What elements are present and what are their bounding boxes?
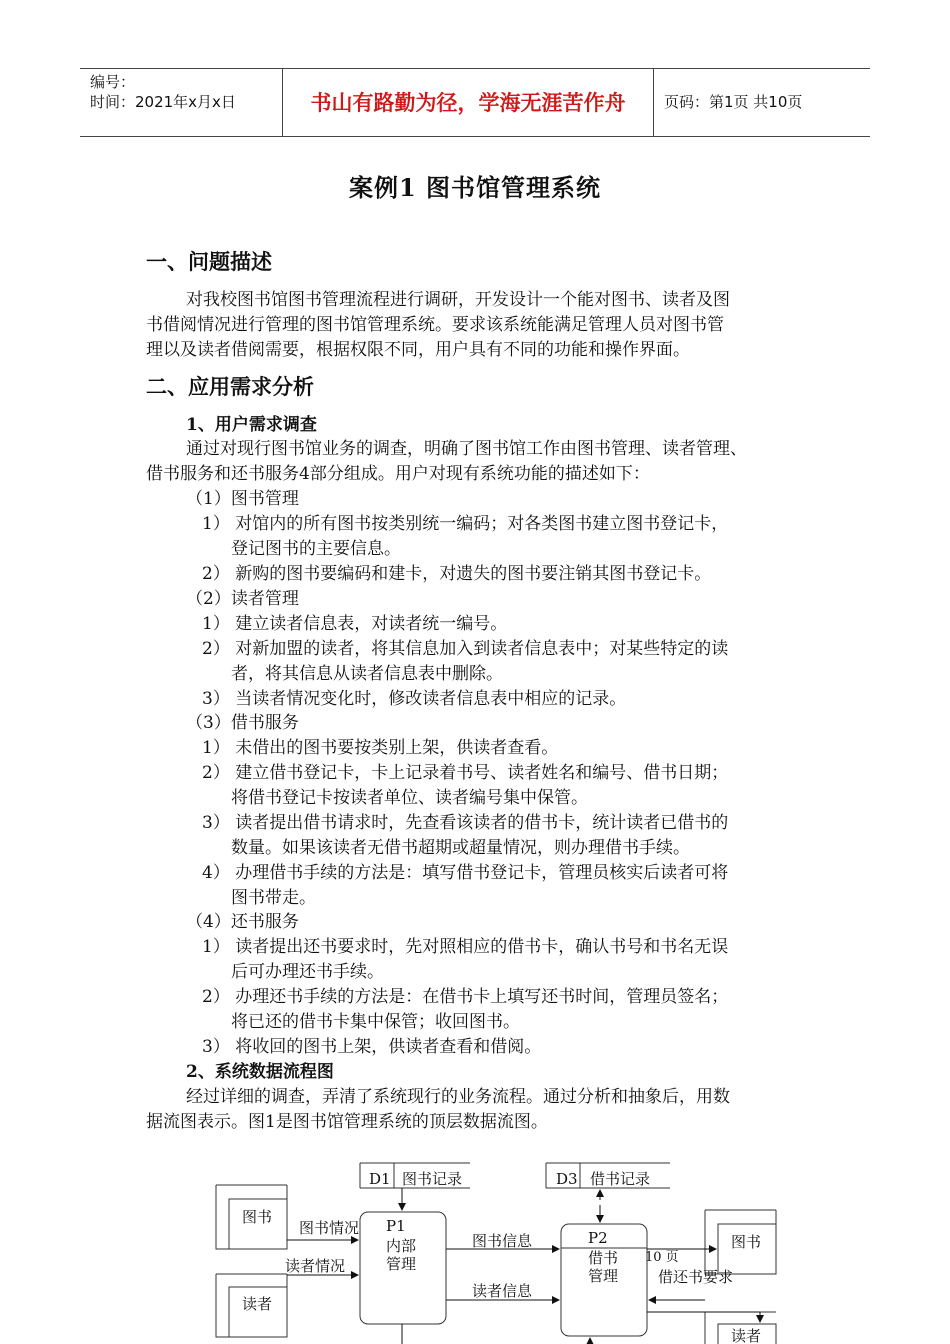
paragraph-line: 书借阅情况进行管理的图书馆管理系统。要求该系统能满足管理人员对图书管 bbox=[146, 315, 724, 335]
entity-book-left bbox=[216, 1185, 287, 1249]
entity-book-right bbox=[705, 1210, 776, 1274]
list-item-continuation: 者，将其信息从读者信息表中删除。 bbox=[231, 664, 503, 684]
entity-book-left-label: 图书 bbox=[242, 1208, 273, 1226]
list-item: 1） 未借出的图书要按类别上架，供读者查看。 bbox=[202, 738, 559, 758]
process-p2-id: P2 bbox=[588, 1229, 608, 1247]
list-item-continuation: 后可办理还书手续。 bbox=[231, 962, 384, 982]
list-item: 2） 办理还书手续的方法是：在借书卡上填写还书时间，管理员签名； bbox=[202, 987, 729, 1007]
group-heading-book-management: （1）图书管理 bbox=[186, 489, 299, 509]
store-d1-name: 图书记录 bbox=[402, 1170, 463, 1188]
section-2-heading: 二、应用需求分析 bbox=[146, 374, 314, 399]
list-item: 3） 将收回的图书上架，供读者查看和借阅。 bbox=[202, 1037, 542, 1057]
paragraph-line: 据流图表示。图1是图书馆管理系统的顶层数据流图。 bbox=[146, 1112, 548, 1132]
overlay-page-fragment: 10 页 bbox=[645, 1250, 679, 1265]
process-p1-name-line2: 管理 bbox=[386, 1255, 417, 1273]
subsection-2-heading: 2、系统数据流程图 bbox=[186, 1062, 334, 1082]
list-item: 2） 新购的图书要编码和建卡，对遗失的图书要注销其图书登记卡。 bbox=[202, 564, 712, 584]
list-item: 3） 读者提出借书请求时，先查看该读者的借书卡，统计读者已借书的 bbox=[202, 813, 729, 833]
process-p2-name-line1: 借书 bbox=[588, 1249, 619, 1267]
section-1-heading: 一、问题描述 bbox=[146, 249, 272, 274]
process-p2 bbox=[561, 1224, 647, 1336]
entity-reader-right-label: 读者 bbox=[731, 1327, 762, 1344]
paragraph-line: 对我校图书馆图书管理流程进行调研，开发设计一个能对图书、读者及图 bbox=[186, 290, 730, 310]
flow-label-borrow-request: 借还书要求 bbox=[658, 1268, 734, 1286]
list-item: 4） 办理借书手续的方法是：填写借书登记卡，管理员核实后读者可将 bbox=[202, 863, 729, 883]
entity-reader-left bbox=[216, 1274, 287, 1337]
group-heading-return-service: （4）还书服务 bbox=[186, 912, 299, 932]
paragraph-line: 经过详细的调查，弄清了系统现行的业务流程。通过分析和抽象后，用数 bbox=[186, 1087, 730, 1107]
list-item: 1） 建立读者信息表，对读者统一编号。 bbox=[202, 614, 508, 634]
flow-label-reader-status: 读者情况 bbox=[285, 1257, 346, 1275]
store-d3-id: D3 bbox=[556, 1170, 578, 1188]
paragraph-line: 通过对现行图书馆业务的调查，明确了图书馆工作由图书管理、读者管理、 bbox=[186, 439, 747, 459]
entity-reader-right bbox=[705, 1312, 776, 1344]
paragraph-line: 理以及读者借阅需要，根据权限不同，用户具有不同的功能和操作界面。 bbox=[146, 340, 690, 360]
process-p2-name-line2: 管理 bbox=[588, 1267, 619, 1285]
store-d1-id: D1 bbox=[369, 1170, 391, 1188]
data-store-d3 bbox=[546, 1163, 670, 1188]
flow-arrow-to-reader-right bbox=[647, 1312, 760, 1322]
list-item: 2） 对新加盟的读者，将其信息加入到读者信息表中；对某些特定的读 bbox=[202, 639, 729, 659]
store-d3-name: 借书记录 bbox=[590, 1170, 651, 1188]
list-item: 2） 建立借书登记卡，卡上记录着书号、读者姓名和编号、借书日期； bbox=[202, 763, 729, 783]
header-meta-cell bbox=[80, 69, 283, 136]
list-item-continuation: 将借书登记卡按读者单位、读者编号集中保管。 bbox=[231, 788, 588, 808]
group-heading-borrow-service: （3）借书服务 bbox=[186, 713, 299, 733]
list-item-continuation: 将已还的借书卡集中保管；收回图书。 bbox=[231, 1012, 520, 1032]
paragraph-line: 借书服务和还书服务4部分组成。用户对现有系统功能的描述如下： bbox=[146, 464, 650, 484]
header-number-label: 编号： bbox=[90, 73, 136, 91]
entity-book-right-label: 图书 bbox=[731, 1233, 762, 1251]
page-header bbox=[80, 68, 870, 137]
flow-label-book-info: 图书信息 bbox=[472, 1232, 533, 1250]
document-title: 案例1 图书馆管理系统 bbox=[348, 173, 602, 202]
subsection-1-heading: 1、用户需求调查 bbox=[186, 415, 317, 435]
entity-reader-left-label: 读者 bbox=[242, 1295, 273, 1313]
header-motto: 书山有路勤为径，学海无涯苦作舟 bbox=[283, 69, 654, 136]
list-item-continuation: 数量。如果该读者无借书超期或超量情况，则办理借书手续。 bbox=[231, 838, 690, 858]
list-item: 1） 读者提出还书要求时，先对照相应的借书卡，确认书号和书名无误 bbox=[202, 937, 729, 957]
data-store-d1 bbox=[360, 1163, 470, 1188]
list-item: 1） 对馆内的所有图书按类别统一编码；对各类图书建立图书登记卡， bbox=[202, 514, 729, 534]
process-p1-name-line1: 内部 bbox=[386, 1237, 417, 1255]
list-item-continuation: 图书带走。 bbox=[231, 888, 316, 908]
list-item: 3） 当读者情况变化时，修改读者信息表中相应的记录。 bbox=[202, 689, 627, 709]
process-p1 bbox=[360, 1212, 446, 1324]
header-time-label: 时间：2021年x月x日 bbox=[90, 93, 236, 111]
flow-label-reader-info: 读者信息 bbox=[472, 1282, 533, 1300]
group-heading-reader-management: （2）读者管理 bbox=[186, 589, 299, 609]
header-page-info: 页码：第1页 共10页 bbox=[664, 93, 803, 111]
flow-label-book-status: 图书情况 bbox=[299, 1219, 360, 1237]
list-item-continuation: 登记图书的主要信息。 bbox=[231, 539, 401, 559]
process-p1-id: P1 bbox=[386, 1217, 406, 1235]
